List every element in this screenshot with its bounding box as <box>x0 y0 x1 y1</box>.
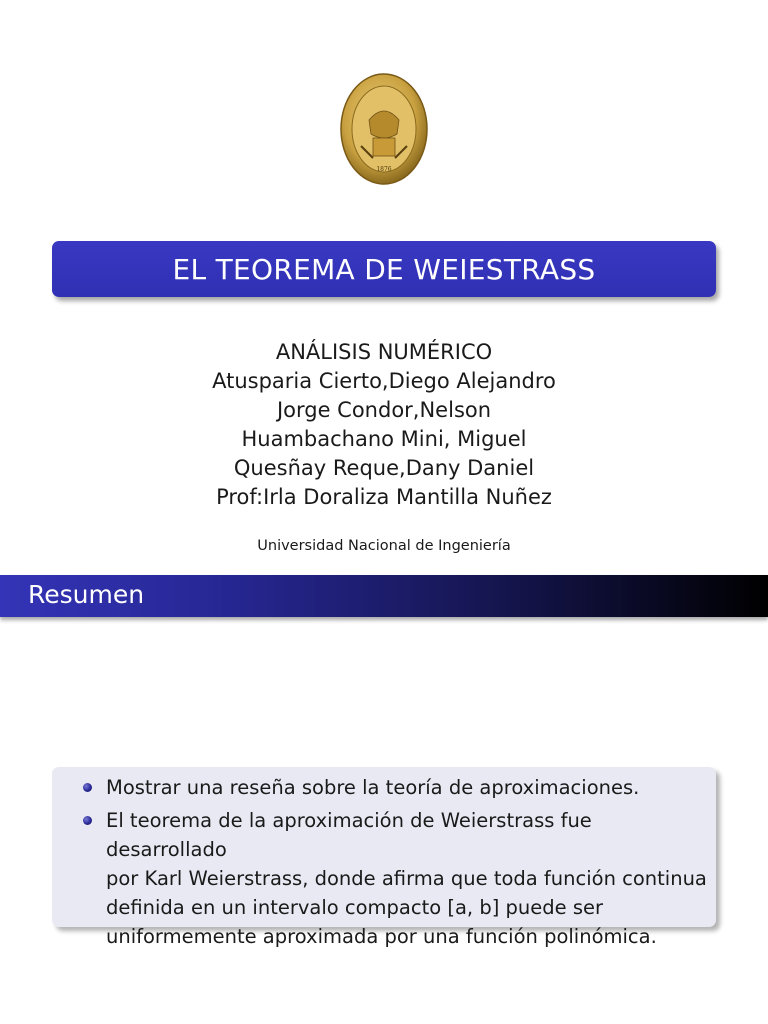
frame-title-bar <box>0 575 768 617</box>
professor-line: Prof:Irla Doraliza Mantilla Nuñez <box>216 485 552 509</box>
bullet-text-line: definida en un intervalo compacto [a, b] puede ser <box>106 896 603 919</box>
summary-block <box>52 767 716 948</box>
authors-block <box>0 338 768 512</box>
presentation-title-box <box>52 241 716 297</box>
presentation-title: EL TEOREMA DE WEIESTRASS <box>172 252 596 286</box>
bullet-text-line: El teorema de la aproximación de Weierstrass fue desarrollado <box>106 809 592 861</box>
bullet-text: Mostrar una reseña sobre la teoría de aproximaciones. <box>106 776 640 799</box>
bullet-text-line: por Karl Weierstrass, donde afirma que toda función continua <box>106 867 707 890</box>
institution-name: Universidad Nacional de Ingeniería <box>257 538 511 554</box>
seal-year: 1876 <box>376 166 392 173</box>
author-line: Jorge Condor,Nelson <box>276 398 492 422</box>
author-line: Atusparia Cierto,Diego Alejandro <box>212 369 556 393</box>
seal-icon <box>339 72 429 186</box>
bullet-icon <box>83 783 92 792</box>
bullet-icon <box>83 816 92 825</box>
bullet-text-line: uniformemente aproximada por una función polinómica. <box>106 925 657 948</box>
university-seal-logo <box>339 72 429 186</box>
course-name: ANÁLISIS NUMÉRICO <box>275 340 493 364</box>
list-item <box>52 773 716 802</box>
list-item <box>52 806 716 951</box>
author-line: Quesñay Reque,Dany Daniel <box>233 456 535 480</box>
author-line: Huambachano Mini, Miguel <box>241 427 527 451</box>
bullet-list <box>52 767 716 951</box>
frame-title: Resumen <box>28 580 145 609</box>
